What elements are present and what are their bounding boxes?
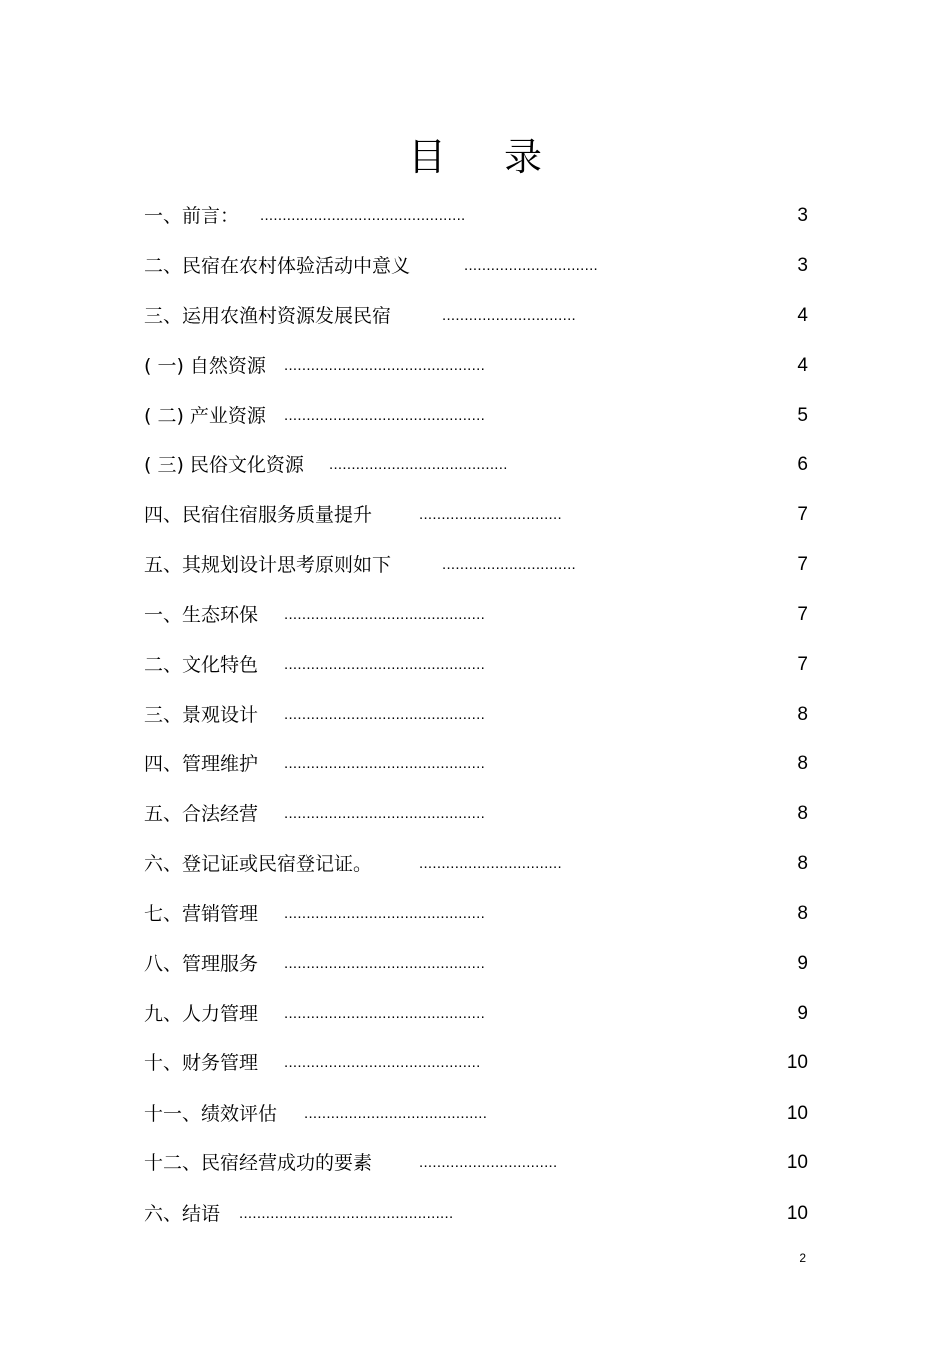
toc-title-char-1: 目	[407, 135, 446, 179]
toc-leader-dots: .............................................	[284, 905, 486, 922]
toc-entry[interactable]	[0, 1041, 950, 1085]
page-number: 2	[799, 1251, 806, 1265]
toc-entry-page: 7	[797, 604, 808, 625]
toc-entry-label: 七、营销管理	[144, 903, 259, 925]
toc-leader-dots: ..............................	[442, 307, 577, 324]
toc-entry[interactable]	[0, 942, 950, 986]
toc-leader-dots: ...............................	[419, 1154, 558, 1171]
toc-entry[interactable]	[0, 394, 950, 438]
toc-entry[interactable]	[0, 543, 950, 587]
toc-entry-page: 10	[786, 1203, 808, 1224]
toc-title	[0, 128, 950, 186]
toc-leader-dots: .............................................	[284, 1005, 486, 1022]
toc-entry-page: 6	[797, 454, 808, 475]
toc-leader-dots: .............................................	[284, 955, 486, 972]
toc-entry[interactable]	[0, 742, 950, 786]
toc-entry-label: 十二、民宿经营成功的要素	[144, 1152, 373, 1174]
toc-entry-page: 10	[786, 1103, 808, 1124]
toc-entry-label: ( 三) 民俗文化资源	[144, 454, 304, 476]
toc-leader-dots: .........................................	[304, 1105, 488, 1122]
toc-entry[interactable]	[0, 693, 950, 737]
toc-entry-label: ( 二) 产业资源	[144, 405, 266, 427]
toc-entry-page: 5	[797, 405, 808, 426]
toc-entry-page: 7	[797, 554, 808, 575]
toc-leader-dots: .............................................	[284, 407, 486, 424]
toc-entry-page: 9	[797, 1003, 808, 1024]
toc-leader-dots: .............................................	[284, 755, 486, 772]
toc-leader-dots: .............................................	[284, 357, 486, 374]
toc-entry[interactable]	[0, 493, 950, 537]
toc-entry-label: 八、管理服务	[144, 953, 259, 975]
toc-entry[interactable]	[0, 892, 950, 936]
toc-entry[interactable]	[0, 194, 950, 238]
toc-entry-label: 一、前言：	[144, 205, 240, 227]
toc-entry-page: 3	[797, 205, 808, 226]
toc-entry-page: 8	[797, 903, 808, 924]
toc-entry-label: 一、生态环保	[144, 604, 259, 626]
toc-entry-label: 四、民宿住宿服务质量提升	[144, 504, 373, 526]
toc-entry[interactable]	[0, 294, 950, 338]
toc-entry-label: 四、管理维护	[144, 753, 259, 775]
toc-entry[interactable]	[0, 1141, 950, 1185]
toc-title-char-2: 录	[504, 135, 543, 179]
toc-entry-label: 二、民宿在农村体验活动中意义	[144, 255, 411, 277]
toc-entry-label: 五、合法经营	[144, 803, 259, 825]
toc-entry-label: 二、文化特色	[144, 654, 259, 676]
toc-leader-dots: ................................................	[239, 1205, 454, 1222]
toc-entry-page: 8	[797, 853, 808, 874]
toc-entry-page: 10	[786, 1052, 808, 1073]
toc-entry[interactable]	[0, 643, 950, 687]
toc-entry-page: 8	[797, 753, 808, 774]
toc-entry-label: 三、景观设计	[144, 704, 259, 726]
toc-leader-dots: .............................................	[284, 706, 486, 723]
toc-entry-page: 8	[797, 704, 808, 725]
toc-entry[interactable]	[0, 842, 950, 886]
toc-entry[interactable]	[0, 443, 950, 487]
toc-entry-label: 六、登记证或民宿登记证。	[144, 853, 373, 875]
toc-entry-page: 9	[797, 953, 808, 974]
toc-leader-dots: ..............................	[442, 556, 577, 573]
toc-entry[interactable]	[0, 593, 950, 637]
toc-entry-page: 7	[797, 654, 808, 675]
toc-leader-dots: ............................................	[284, 1054, 481, 1071]
toc-entry-label: 六、结语	[144, 1203, 221, 1225]
toc-leader-dots: ..............................................	[260, 207, 466, 224]
toc-leader-dots: .............................................	[284, 805, 486, 822]
toc-entry-label: ( 一) 自然资源	[144, 355, 266, 377]
toc-entry-label: 三、运用农渔村资源发展民宿	[144, 305, 392, 327]
toc-entry-label: 五、其规划设计思考原则如下	[144, 554, 392, 576]
toc-entry-page: 7	[797, 504, 808, 525]
toc-entry[interactable]	[0, 992, 950, 1036]
toc-entry[interactable]	[0, 792, 950, 836]
toc-entry-page: 8	[797, 803, 808, 824]
toc-entry-label: 十一、绩效评估	[144, 1103, 278, 1125]
toc-leader-dots: ........................................	[329, 456, 508, 473]
toc-entry-label: 九、人力管理	[144, 1003, 259, 1025]
toc-leader-dots: ................................	[419, 855, 562, 872]
toc-entry[interactable]	[0, 344, 950, 388]
toc-leader-dots: ................................	[419, 506, 562, 523]
toc-entry[interactable]	[0, 1092, 950, 1136]
toc-entry[interactable]	[0, 1192, 950, 1236]
toc-entry-page: 10	[786, 1152, 808, 1173]
toc-entry-page: 4	[797, 305, 808, 326]
toc-entry-page: 4	[797, 355, 808, 376]
toc-leader-dots: ..............................	[464, 257, 599, 274]
toc-entry[interactable]	[0, 244, 950, 288]
toc-entry-page: 3	[797, 255, 808, 276]
toc-leader-dots: .............................................	[284, 606, 486, 623]
toc-entry-label: 十、财务管理	[144, 1052, 259, 1074]
toc-leader-dots: .............................................	[284, 656, 486, 673]
